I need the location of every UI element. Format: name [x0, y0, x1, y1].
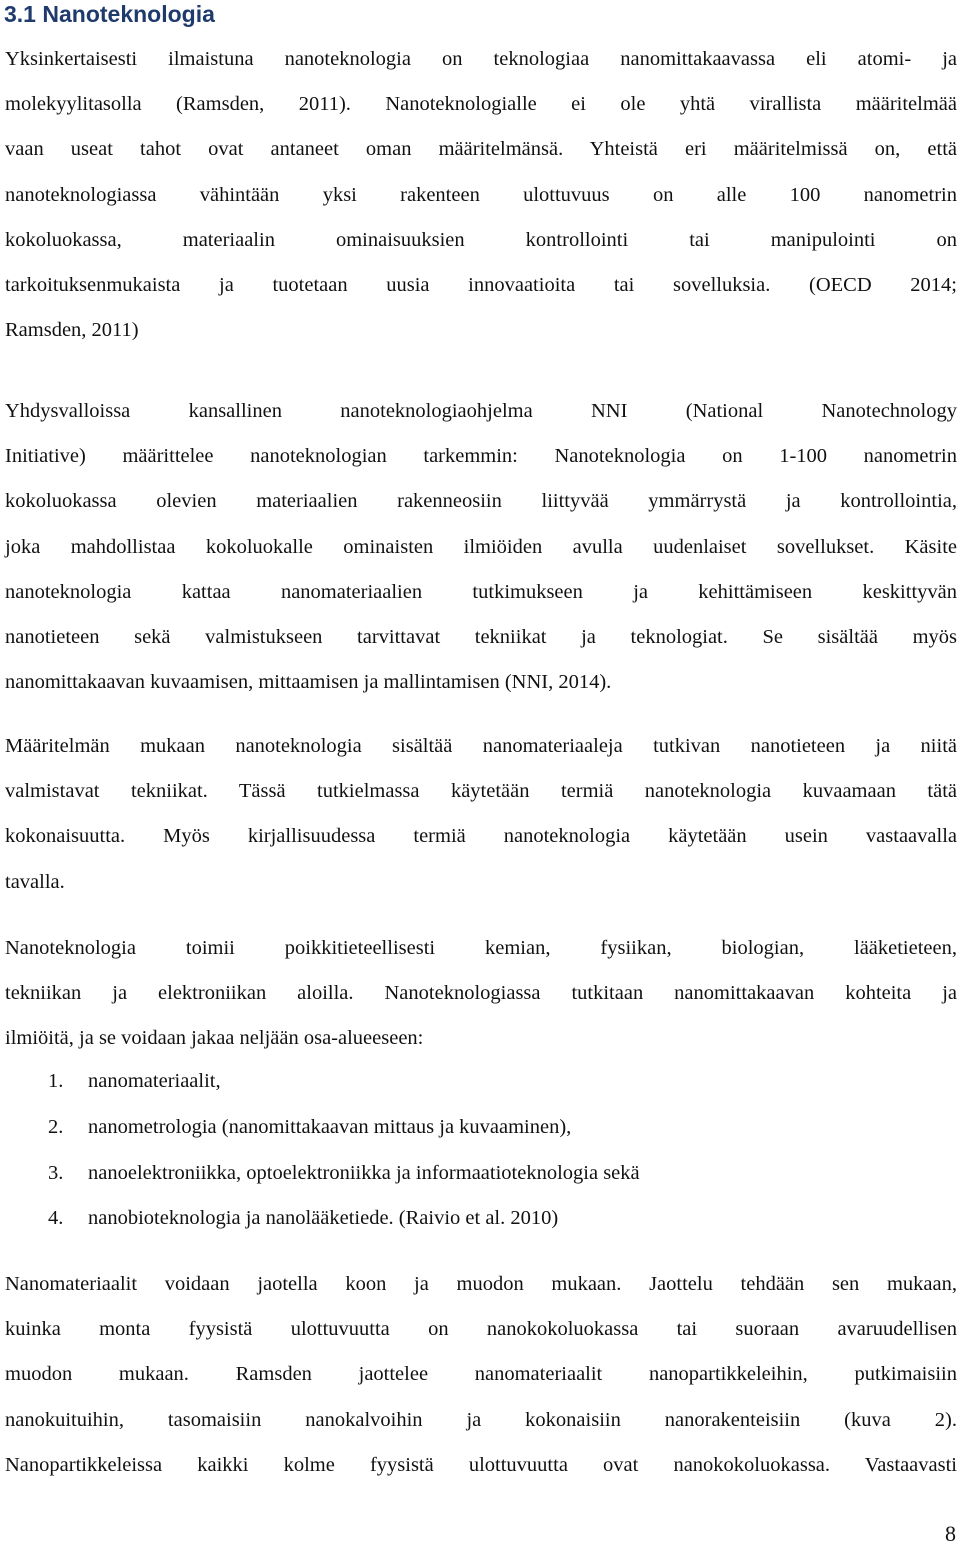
- list-item-text: nanomateriaalit,: [88, 1070, 221, 1092]
- text-line: kuinka monta fyysistä ulottuvuutta on nanokokoluokassa tai suoraan avaruudellisen: [5, 1318, 957, 1341]
- text-line: vaan useat tahot ovat antaneet oman määritelmänsä. Yhteistä eri määritelmissä on, että: [5, 138, 957, 161]
- text-line: nanotieteen sekä valmistukseen tarvittavat tekniikat ja teknologiat. Se sisältää myös: [5, 626, 957, 649]
- list-item: [48, 1151, 948, 1197]
- list-item: [48, 1196, 948, 1242]
- text-line: Yksinkertaisesti ilmaistuna nanoteknologia on teknologiaa nanomittakaavassa eli atomi- ja: [5, 48, 957, 70]
- text-line: nanoteknologia kattaa nanomateriaalien tutkimukseen ja kehittämiseen keskittyvän: [5, 580, 957, 603]
- text-line: Nanomateriaalit voidaan jaotella koon ja muodon mukaan. Jaottelu tehdään sen mukaan,: [5, 1273, 957, 1295]
- text-line: muodon mukaan. Ramsden jaottelee nanomateriaalit nanopartikkeleihin, putkimaisiin: [5, 1363, 957, 1386]
- text-line: nanoteknologiassa vähintään yksi rakenteen ulottuvuus on alle 100 nanometrin: [5, 183, 957, 206]
- list-number: 4.: [48, 1207, 64, 1230]
- text-line: molekyylitasolla (Ramsden, 2011). Nanoteknologialle ei ole yhtä virallista määritelmää: [5, 93, 957, 116]
- list-number: 1.: [48, 1070, 64, 1092]
- list-item-text: nanoelektroniikka, optoelektroniikka ja informaatioteknologia sekä: [88, 1161, 640, 1184]
- list-item-text: nanobioteknologia ja nanolääketiede. (Raivio et al. 2010): [88, 1207, 559, 1230]
- text-line: kokoluokassa olevien materiaalien rakenneosiin liittyvää ymmärrystä ja kontrollointia,: [5, 490, 957, 513]
- page-number: 8: [945, 1521, 956, 1546]
- list-item-text: nanometrologia (nanomittakaavan mittaus ja kuvaaminen),: [88, 1115, 572, 1138]
- paragraph-nanomaterials: [5, 1262, 957, 1488]
- paragraph-terminology: [5, 724, 957, 905]
- text-line: valmistavat tekniikat. Tässä tutkielmassa käytetään termiä nanoteknologia kuvaamaan tätä: [5, 780, 957, 803]
- paragraph-definition: [5, 37, 957, 353]
- text-line: kokoluokassa, materiaalin ominaisuuksien kontrollointi tai manipulointi on: [5, 228, 957, 251]
- text-line: joka mahdollistaa kokoluokalle ominaisten ilmiöiden avulla uudenlaiset sovellukset. Käsite: [5, 535, 957, 558]
- text-line: ilmiöitä, ja se voidaan jakaa neljään osa-alueeseen:: [5, 1027, 424, 1050]
- text-line: Ramsden, 2011): [5, 319, 139, 342]
- text-line: Nanoteknologia toimii poikkitieteellisesti kemian, fysiikan, biologian, lääketieteen,: [5, 937, 957, 959]
- list-number: 3.: [48, 1161, 64, 1184]
- paragraph-nni: [5, 389, 957, 705]
- text-line: kokonaisuutta. Myös kirjallisuudessa termiä nanoteknologia käytetään usein vastaavalla: [5, 825, 957, 848]
- text-line: tarkoituksenmukaista ja tuotetaan uusia innovaatioita tai sovelluksia. (OECD 2014;: [5, 274, 957, 297]
- text-line: tekniikan ja elektroniikan aloilla. Nanoteknologiassa tutkitaan nanomittakaavan kohteita ja: [5, 982, 957, 1005]
- text-line: Määritelmän mukaan nanoteknologia sisältää nanomateriaaleja tutkivan nanotieteen ja niitä: [5, 735, 957, 757]
- text-line: nanomittakaavan kuvaamisen, mittaamisen ja mallintamisen (NNI, 2014).: [5, 671, 612, 694]
- subfield-list: [48, 1059, 948, 1242]
- list-item: [48, 1059, 948, 1105]
- text-line: Yhdysvalloissa kansallinen nanoteknologiaohjelma NNI (National Nanotechnology: [5, 400, 957, 422]
- section-heading: 3.1 Nanoteknologia: [4, 1, 215, 27]
- list-number: 2.: [48, 1115, 64, 1138]
- text-line: nanokuituihin, tasomaisiin nanokalvoihin ja kokonaisiin nanorakenteisiin (kuva 2).: [5, 1408, 957, 1431]
- list-item: [48, 1105, 948, 1151]
- paragraph-disciplines: [5, 926, 957, 1062]
- text-line: tavalla.: [5, 870, 65, 893]
- text-line: Nanopartikkeleissa kaikki kolme fyysistä ulottuvuutta ovat nanokokoluokassa. Vastaavasti: [5, 1453, 957, 1476]
- text-line: Initiative) määrittelee nanoteknologian tarkemmin: Nanoteknologia on 1-100 nanometrin: [5, 445, 957, 468]
